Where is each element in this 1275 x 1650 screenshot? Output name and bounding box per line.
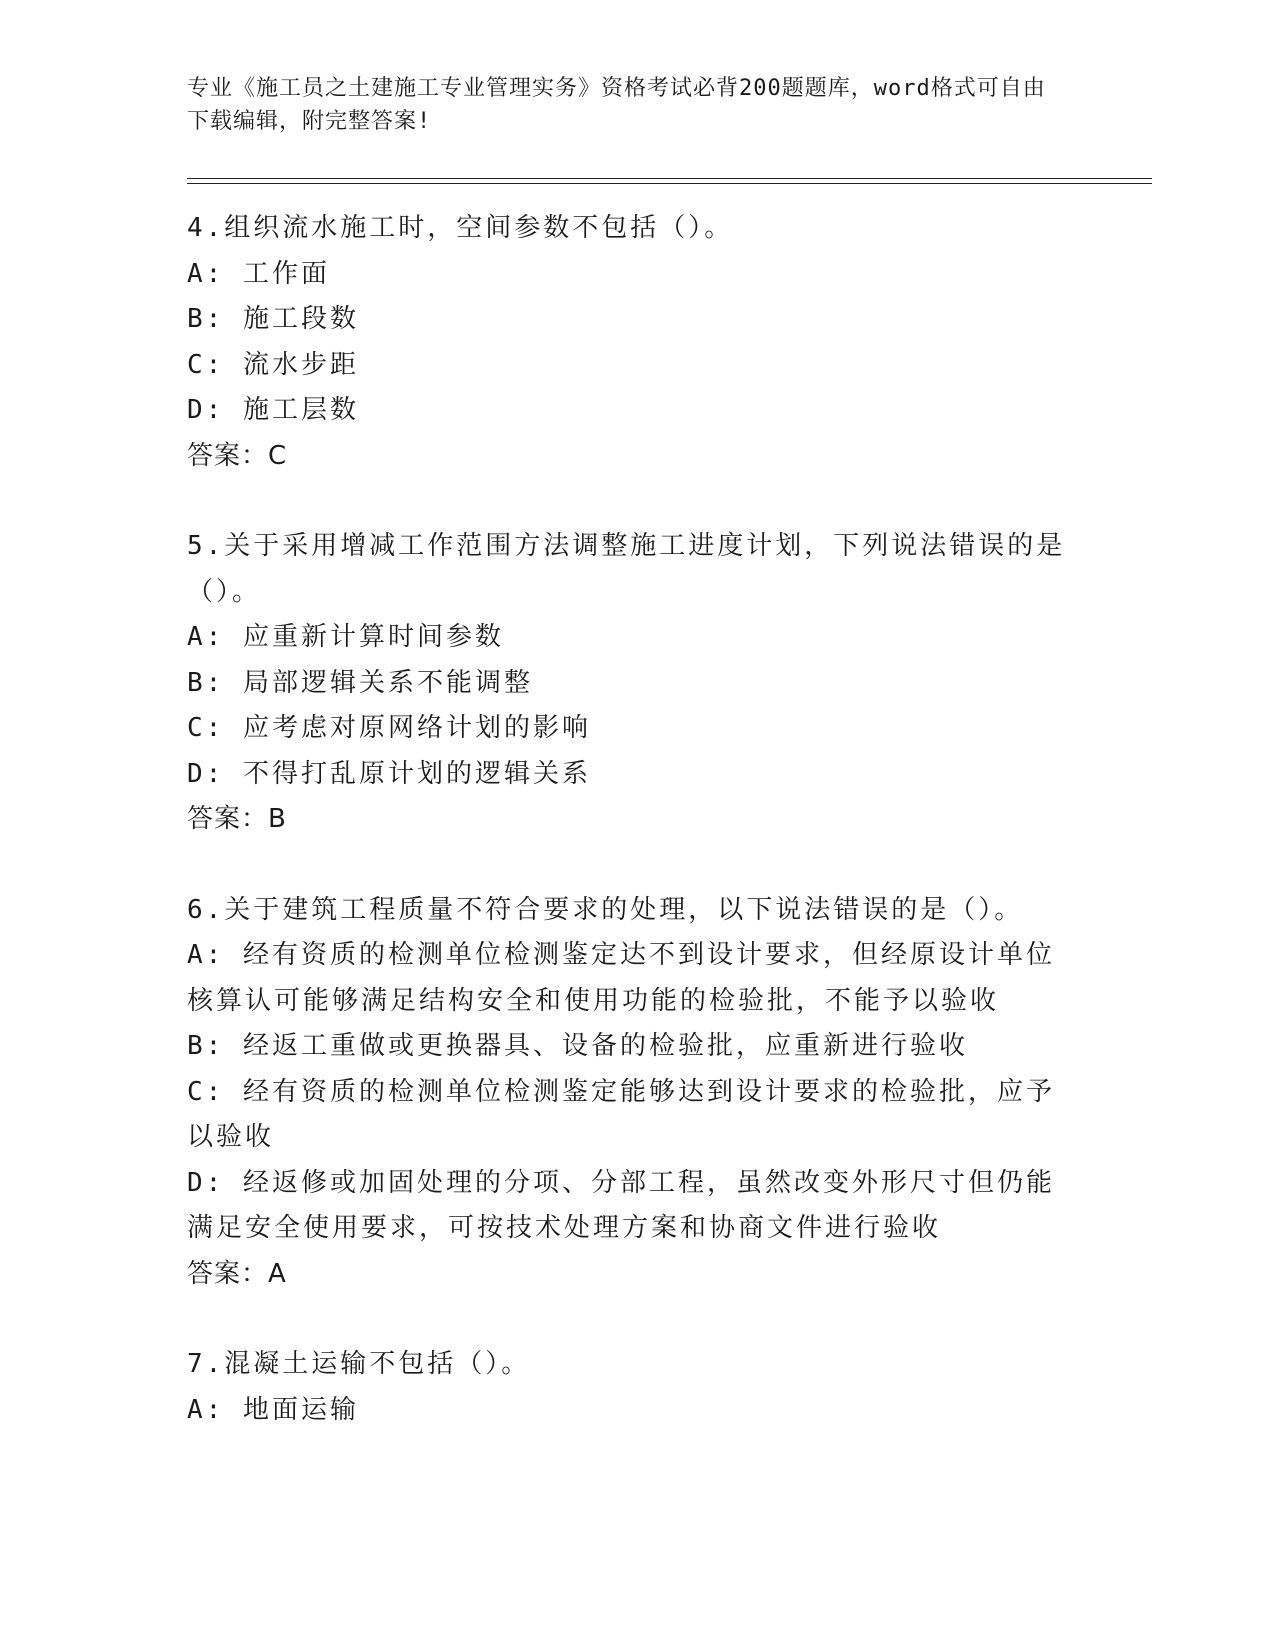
- answer-line: 答案：A: [187, 1258, 287, 1289]
- option-a: A: 经有资质的检测单位检测鉴定达不到设计要求，但经原设计单位核算认可能够满足结构安全和使用功能的检验批，不能予以验收: [187, 940, 1055, 1016]
- question-stem: 5.关于采用增减工作范围方法调整施工进度计划，下列说法错误的是（）。: [187, 531, 1066, 607]
- header-divider-top: [187, 178, 1152, 179]
- option-c: C: 经有资质的检测单位检测鉴定能够达到设计要求的检验批，应予以验收: [187, 1076, 1055, 1152]
- question-6: [187, 888, 1077, 1298]
- option-c: C: 应考虑对原网络计划的影响: [187, 713, 591, 743]
- document-header: 专业《施工员之土建施工专业管理实务》资格考试必背200题题库，word格式可自由下载编辑，附完整答案!: [187, 76, 1046, 134]
- option-b: B: 施工段数: [187, 304, 359, 334]
- answer-line: 答案：C: [187, 440, 288, 471]
- question-stem: 6.关于建筑工程质量不符合要求的处理，以下说法错误的是（）。: [187, 894, 1024, 925]
- question-stem: 4.组织流水施工时，空间参数不包括（）。: [187, 213, 734, 243]
- question-5: [187, 524, 1077, 843]
- question-7: [187, 1342, 1077, 1433]
- option-c: C: 流水步距: [187, 349, 359, 380]
- question-list: [187, 206, 1077, 1478]
- question-4: [187, 206, 1077, 479]
- header-divider-bottom: [187, 183, 1152, 184]
- option-d: D: 施工层数: [187, 395, 359, 425]
- option-d: D: 不得打乱原计划的逻辑关系: [187, 758, 591, 789]
- option-b: B: 局部逻辑关系不能调整: [187, 667, 533, 698]
- answer-line: 答案：B: [187, 804, 287, 834]
- question-stem: 7.混凝土运输不包括（）。: [187, 1349, 531, 1379]
- option-a: A: 工作面: [187, 258, 330, 289]
- option-b: B: 经返工重做或更换器具、设备的检验批，应重新进行验收: [187, 1031, 968, 1061]
- option-a: A: 应重新计算时间参数: [187, 622, 504, 652]
- option-a: A: 地面运输: [187, 1394, 359, 1425]
- option-d: D: 经返修或加固处理的分项、分部工程，虽然改变外形尺寸但仍能满足安全使用要求，可按技术处理方案和协商文件进行验收: [187, 1167, 1055, 1243]
